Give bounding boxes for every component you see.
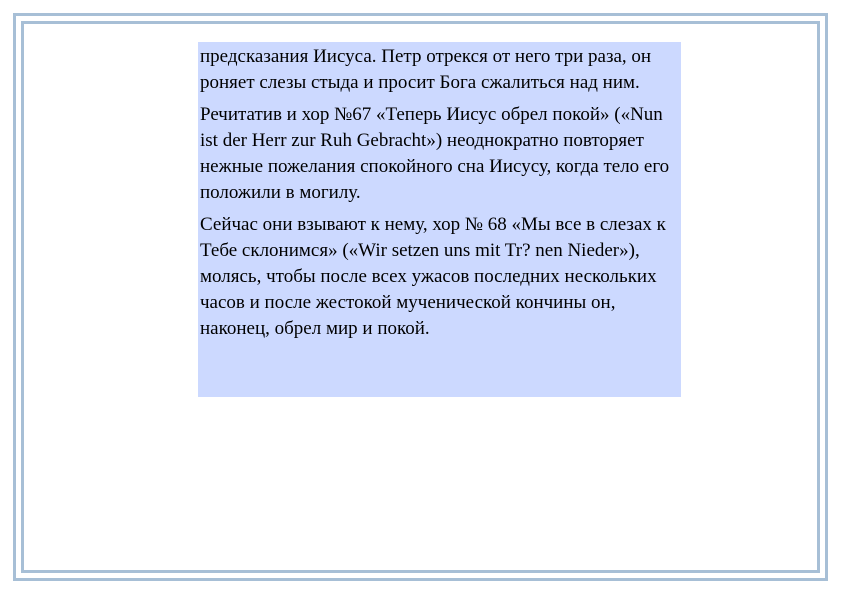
text-box — [198, 42, 681, 397]
paragraph-chorus-68: Сейчас они взывают к нему, хор № 68 «Мы все в слезах к Тебе склонимся» («Wir setzen uns mit Tr? nen Nieder»), молясь, чтобы после всех ужасов последних нескольких часов и после жестокой мученической кончины он, наконец, обрел мир и покой. — [200, 214, 666, 339]
paragraph-chorus-67: Речитатив и хор №67 «Теперь Иисус обрел покой» («Nun ist der Herr zur Ruh Gebracht») неоднократно повторяет нежные пожелания спокойного сна Иисусу, когда тело его положили в могилу. — [200, 104, 670, 203]
paragraph-peter-denial: предсказания Иисуса. Петр отрекся от него три раза, он роняет слезы стыда и просит Бога сжалиться над ним. — [200, 46, 652, 93]
